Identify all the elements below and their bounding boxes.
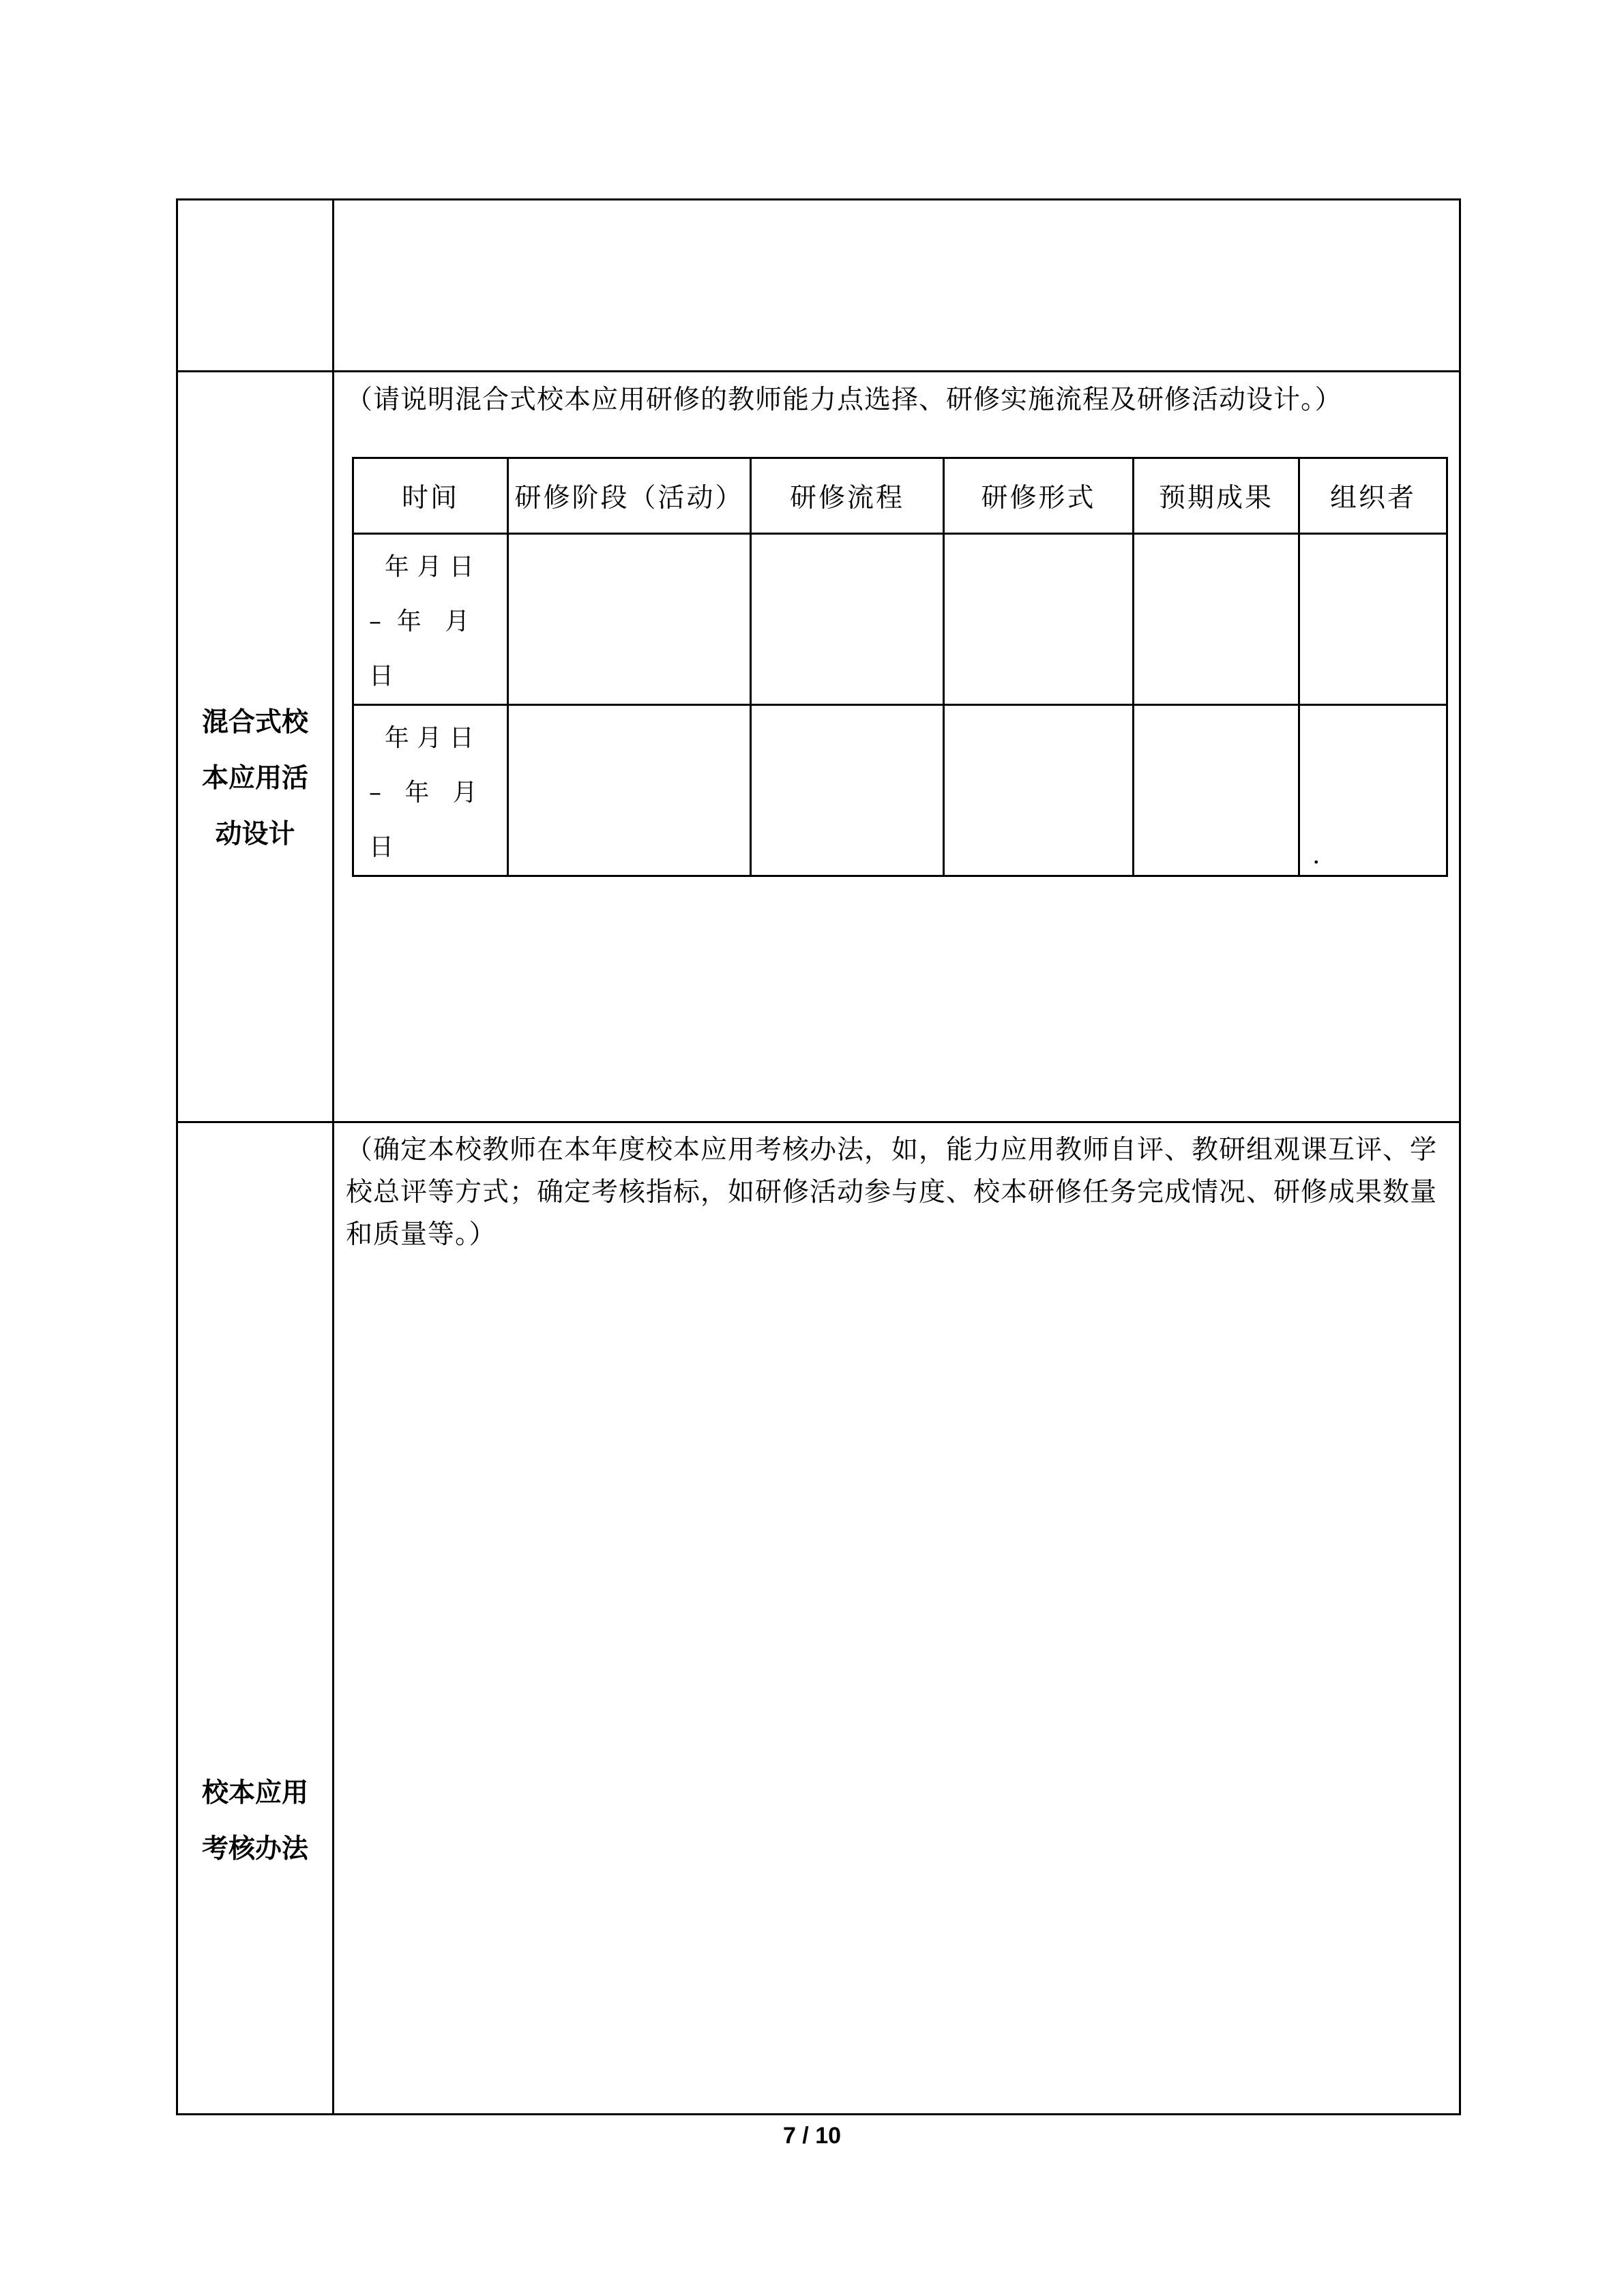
- date-line: – 年 月: [369, 608, 470, 636]
- form-cell[interactable]: [944, 705, 1134, 876]
- section-label-design: [178, 695, 332, 863]
- label-line: 本应用活: [201, 763, 308, 794]
- table-row: [353, 534, 1447, 705]
- stage-cell[interactable]: [508, 534, 751, 705]
- header-process: 研修流程: [751, 458, 944, 534]
- date-line: 日: [369, 662, 394, 690]
- form-table: [176, 198, 1461, 2115]
- design-instruction: （请说明混合式校本应用研修的教师能力点选择、研修实施流程及研修活动设计。）: [346, 385, 1342, 415]
- label-line: 考核办法: [201, 1834, 308, 1864]
- activity-schedule-table: [352, 457, 1448, 877]
- header-time: 时间: [353, 458, 508, 534]
- organizer-mark: .: [1312, 841, 1320, 869]
- label-line: 动设计: [215, 819, 295, 850]
- header-organizer: 组织者: [1299, 458, 1447, 534]
- header-form: 研修形式: [944, 458, 1134, 534]
- header-outcome: 预期成果: [1134, 458, 1299, 534]
- date-line: 日: [369, 833, 394, 861]
- organizer-cell[interactable]: [1299, 534, 1447, 705]
- header-stage: 研修阶段（活动）: [508, 458, 751, 534]
- process-cell[interactable]: [751, 705, 944, 876]
- table-row: [353, 705, 1447, 876]
- column-divider: [332, 200, 334, 2113]
- label-line: 校本应用: [201, 1778, 308, 1808]
- date-cell[interactable]: [353, 705, 508, 876]
- label-line: 混合式校: [201, 707, 308, 738]
- stage-cell[interactable]: [508, 705, 751, 876]
- page-number: 7 / 10: [782, 2123, 842, 2149]
- row-divider: [178, 370, 1459, 372]
- table-header-row: [353, 458, 1447, 534]
- date-line: 年 月 日: [369, 553, 474, 581]
- date-line: 年 月 日: [369, 724, 474, 752]
- row-divider: [178, 1121, 1459, 1123]
- organizer-cell[interactable]: [1299, 705, 1447, 876]
- outcome-cell[interactable]: [1134, 534, 1299, 705]
- form-cell[interactable]: [944, 534, 1134, 705]
- process-cell[interactable]: [751, 534, 944, 705]
- date-line: – 年 月: [369, 779, 477, 807]
- assessment-instruction: （确定本校教师在本年度校本应用考核办法，如，能力应用教师自评、教研组观课互评、学校总评等方式；确定考核指标，如研修活动参与度、校本研修任务完成情况、研修成果数量和质量等。）: [346, 1135, 1438, 1250]
- outcome-cell[interactable]: [1134, 705, 1299, 876]
- section-label-assessment: [178, 1765, 332, 1877]
- date-cell[interactable]: [353, 534, 508, 705]
